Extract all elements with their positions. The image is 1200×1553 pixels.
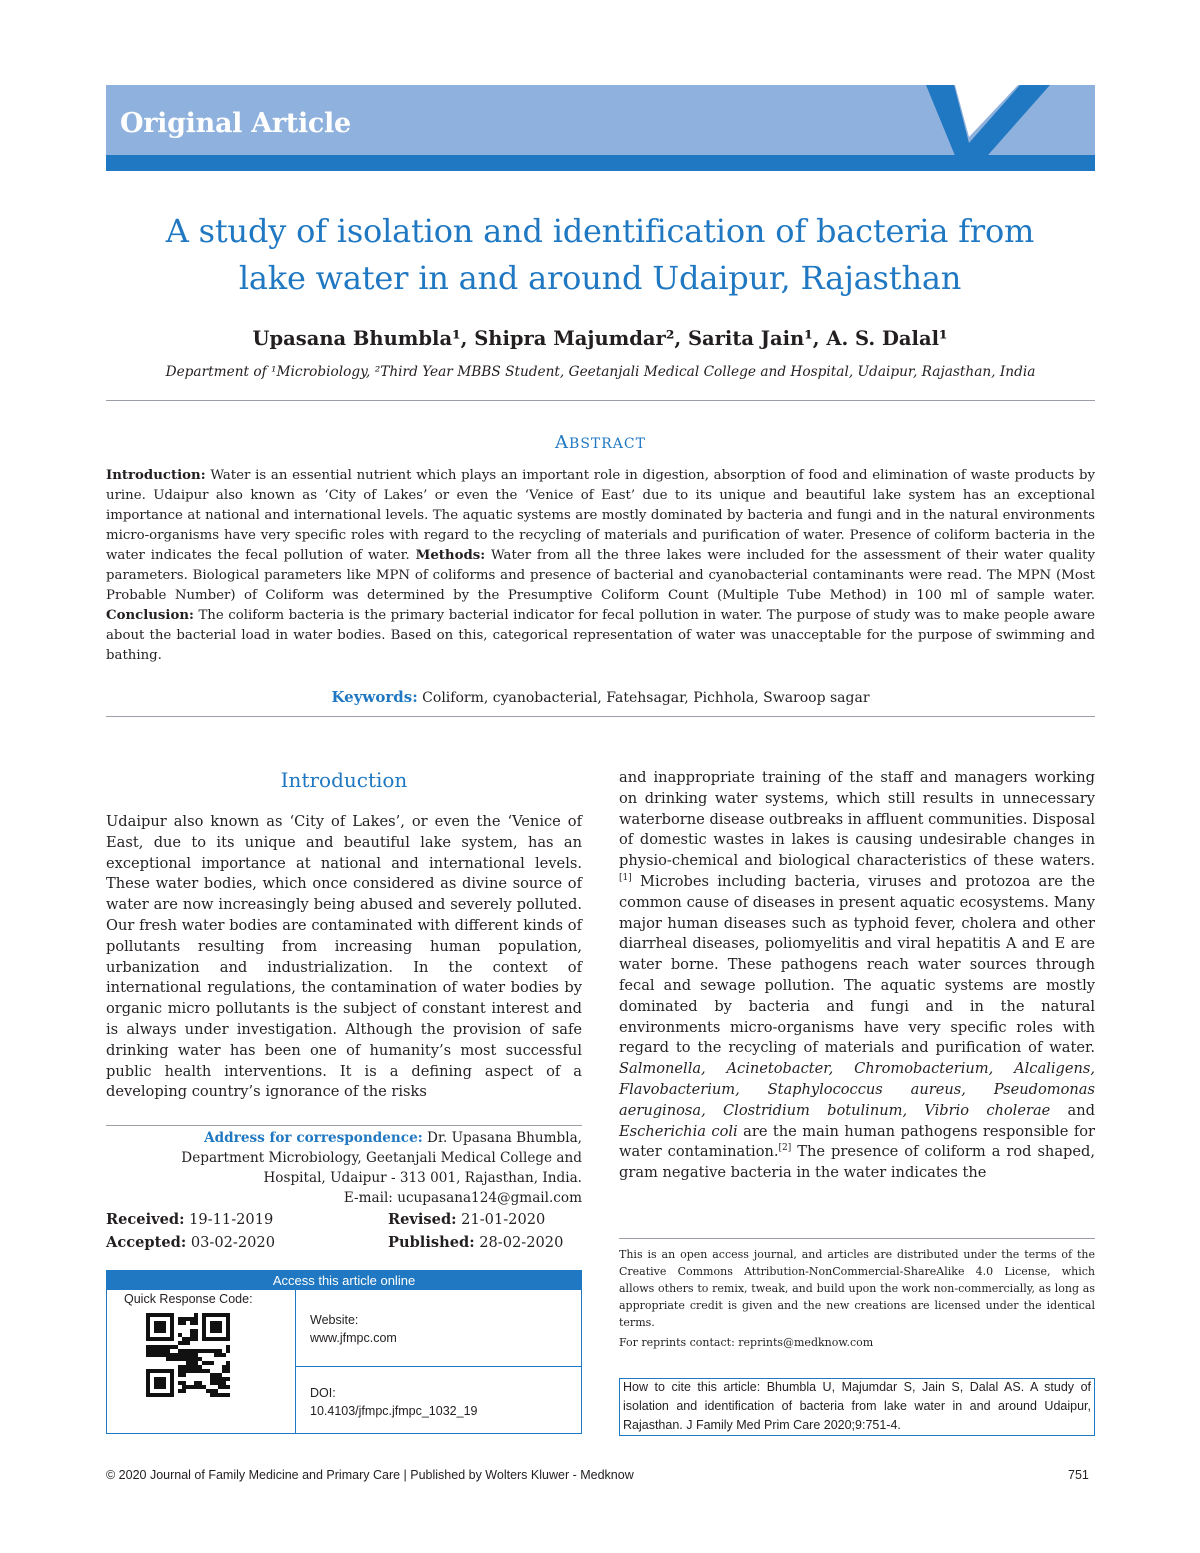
author-list: Upasana Bhumbla¹, Shipra Majumdar², Sarita Jain¹, A. S. Dalal¹	[252, 327, 948, 350]
correspondence-email[interactable]: E-mail: ucupasana124@gmail.com	[343, 1190, 582, 1206]
divider	[295, 1366, 581, 1367]
abstract-conclusion-label: Conclusion:	[106, 608, 194, 623]
qr-code-label: Quick Response Code:	[124, 1292, 253, 1306]
reprints-contact[interactable]: For reprints contact: reprints@medknow.com	[619, 1336, 874, 1349]
published-date	[388, 1234, 563, 1251]
abstract-heading-rest: BSTRACT	[569, 436, 646, 452]
correspondence-dept: Department Microbiology, Geetanjali Medical College and	[181, 1150, 582, 1166]
intro-col2-part-c: are the main human pathogens responsible for water contamination.	[619, 1122, 1095, 1161]
doi-link[interactable]: 10.4103/jfmpc.jfmpc_1032_19	[310, 1404, 478, 1418]
pathogen-names: Salmonella, Acinetobacter, Chromobacterium, Alcaligens, Flavobacterium, Staphylococcus aureus, Pseudomonas aeruginosa, Clostridium botulinum, Vibrio cholerae	[619, 1060, 1095, 1119]
license-text: This is an open access journal, and articles are distributed under the terms of the Creative Commons Attribution-NonCommercial-ShareAlike 4.0 License, which allows others to remix, tweak, and build upon the work non-commercially, as long as appropriate credit is given and the new creations are licensed under the identical terms.	[619, 1248, 1095, 1329]
published-label: Published:	[388, 1234, 475, 1251]
pathogen-ecoli: Escherichia coli	[619, 1122, 738, 1140]
website-block	[310, 1311, 397, 1347]
divider	[295, 1290, 296, 1434]
qr-code-icon[interactable]	[146, 1313, 230, 1397]
accepted-label: Accepted:	[106, 1234, 187, 1251]
article-type-label: Original Article	[120, 108, 351, 139]
access-heading: Access this article online	[107, 1271, 581, 1290]
page-number: 751	[1068, 1468, 1089, 1482]
intro-column-1: Udaipur also known as ‘City of Lakes’, or even the ‘Venice of East, due to its unique and beautiful lake system, has an exceptional importance at national and international levels. These water bodies, which once considered as divine source of water are now increasingly being abused and severely polluted. Our fresh water bodies are contaminated with different kinds of pollutants resulting from increasing human population, urbanization and industrialization. In the context of international regulations, the contamination of water bodies by organic micro pollutants is the subject of constant interest and is always under investigation. Although the provision of safe drinking water has been one of humanity’s most successful public health interventions. It is a defining aspect of a developing country’s ignorance of the risks	[106, 813, 582, 1101]
title-line-1: A study of isolation and identification of bacteria from	[165, 212, 1035, 250]
article-title	[60, 208, 1140, 302]
affiliation: Department of ¹Microbiology, ²Third Year MBBS Student, Geetanjali Medical College and Hospital, Udaipur, Rajasthan, India	[165, 364, 1036, 380]
abstract-intro-label: Introduction:	[106, 468, 206, 483]
abstract-methods-label: Methods:	[415, 548, 486, 563]
section-heading-introduction: Introduction	[280, 768, 408, 792]
intro-col2-and: and	[1050, 1101, 1095, 1119]
abstract-methods-text: Water from all the three lakes were included for the assessment of their water quality parameters. Biological parameters like MPN of coliforms and presence of bacterial and cyanobacterial contaminants were read. The MPN (Most Probable Number) of Coliform was determined by the Presumptive Coliform Count (Multiple Tube Method) in 100 ml of sample water.	[106, 548, 1095, 603]
citation-ref-1[interactable]: [1]	[619, 873, 632, 884]
abstract-heading-initial: A	[555, 432, 570, 453]
intro-column-2	[619, 768, 1095, 1184]
citation-ref-2[interactable]: [2]	[778, 1143, 792, 1154]
revised-label: Revised:	[388, 1211, 457, 1228]
accepted-date	[106, 1234, 275, 1251]
correspondence-label: Address for correspondence:	[204, 1130, 423, 1146]
intro-col2-part-b: Microbes including bacteria, viruses and protozoa are the common cause of diseases in present aquatic ecosystems. Many major human diseases such as typhoid fever, cholera and other diarrheal diseases, poliomyelitis and viral hepatitis A and E are water borne. These pathogens reach water sources through fecal and sewage pollution. The aquatic systems are mostly dominated by bacteria and fungi and in the natural environments micro-organisms have very specific roles with regard to the recycling of materials and purification of water.	[619, 872, 1095, 1057]
abstract-intro-text: Water is an essential nutrient which plays an important role in digestion, absorption of food and elimination of waste products by urine. Udaipur also known as ‘City of Lakes’ or even the ‘Venice of East’ due to its unique and beautiful lake system has an exceptional importance at national and international levels. The aquatic systems are mostly dominated by bacteria and fungi and in the natural environments micro-organisms have very specific roles with regard to the recycling of materials and purification of water. Presence of coliform bacteria in the water indicates the fecal pollution of water.	[106, 468, 1095, 563]
divider	[106, 1125, 582, 1126]
accepted-value: 03-02-2020	[186, 1234, 275, 1251]
revised-value: 21-01-2020	[456, 1211, 546, 1228]
received-value: 19-11-2019	[184, 1211, 274, 1228]
received-label: Received:	[106, 1211, 185, 1228]
keywords-text: Coliform, cyanobacterial, Fatehsagar, Pichhola, Swaroop sagar	[417, 690, 870, 706]
intro-col2-part-a: and inappropriate training of the staff and managers working on drinking water systems, which still results in unnecessary waterborne disease outbreaks in affluent communities. Disposal of domestic wastes in lakes is causing undesirable changes in physio-chemical and biological characteristics of these waters.	[619, 769, 1095, 870]
divider	[106, 716, 1095, 717]
doi-block	[310, 1384, 477, 1420]
divider	[106, 400, 1095, 401]
keywords	[106, 688, 1095, 706]
correspondence-block	[106, 1128, 582, 1208]
published-value: 28-02-2020	[474, 1234, 564, 1251]
page-footer: © 2020 Journal of Family Medicine and Primary Care | Published by Wolters Kluwer - Medknow	[106, 1468, 634, 1482]
revised-date	[388, 1211, 545, 1228]
correspondence-address: Hospital, Udaipur - 313 001, Rajasthan, India.	[263, 1170, 582, 1186]
citation-text: How to cite this article: Bhumbla U, Majumdar S, Jain S, Dalal AS. A study of isolation and identification of bacteria from lake water in and around Udaipur, Rajasthan. J Family Med Prim Care 2020;9:751-4.	[623, 1380, 1091, 1432]
abstract-body	[106, 466, 1095, 666]
intro-col2-part-d: The presence of coliform a rod shaped, gram negative bacteria in the water indicates the	[619, 1143, 1095, 1182]
website-link[interactable]: www.jfmpc.com	[310, 1331, 397, 1345]
keywords-label: Keywords:	[331, 688, 418, 706]
website-label: Website:	[310, 1313, 359, 1327]
doi-label: DOI:	[310, 1386, 336, 1400]
abstract-conclusion-text: The coliform bacteria is the primary bacterial indicator for fecal pollution in water. The purpose of study was to make people aware about the bacterial load in water bodies. Based on this, categorical representation of water was unacceptable for the purpose of swimming and bathing.	[106, 608, 1095, 663]
divider	[619, 1238, 1095, 1239]
correspondence-name: Dr. Upasana Bhumbla,	[422, 1130, 582, 1146]
title-line-2: lake water in and around Udaipur, Rajasthan	[238, 259, 962, 297]
received-date	[106, 1211, 273, 1228]
abstract-heading	[106, 432, 1095, 453]
